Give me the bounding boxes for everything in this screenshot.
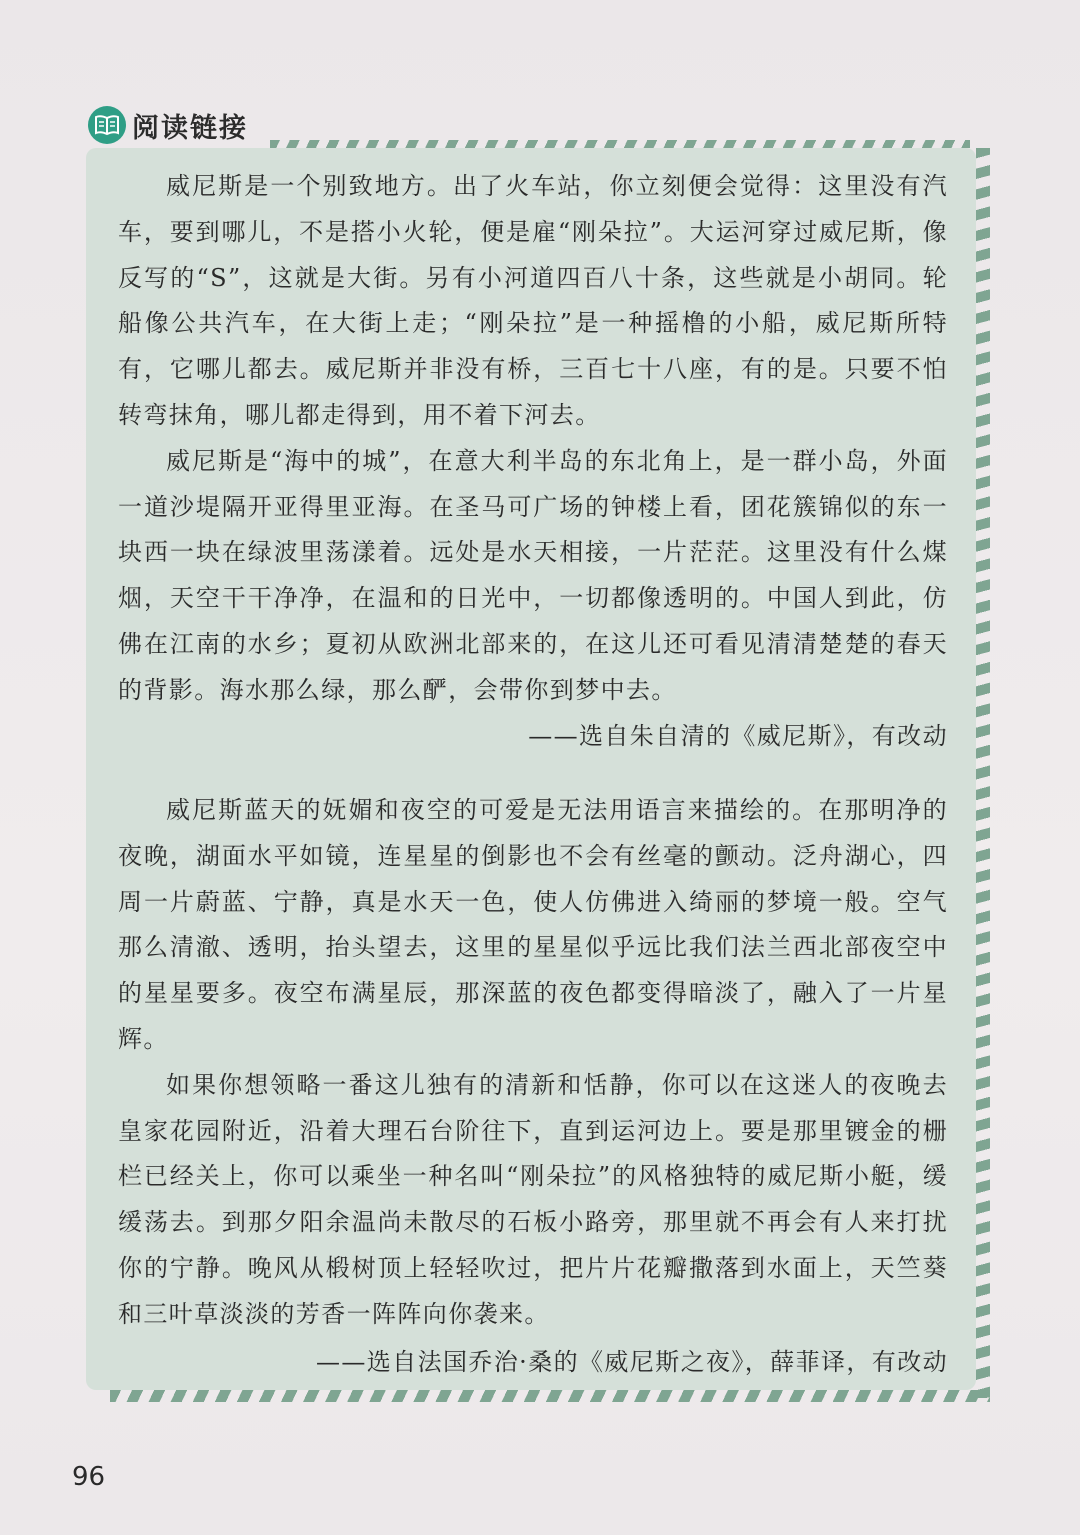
header-divider — [270, 140, 970, 148]
book-icon — [88, 106, 126, 144]
paragraph: 如果你想领略一番这儿独有的清新和恬静，你可以在这迷人的夜晚去皇家花园附近，沿着大理石台阶往下，直到运河边上。要是那里镀金的栅栏已经关上，你可以乘坐一种名叫“刚朵拉”的风格独特的威尼斯小艇，缓缓荡去。到那夕阳余温尚未散尽的石板小路旁，那里就不再会有人来打扰你的宁静。晚风从椴树顶上轻轻吹过，把片片花瓣撒落到水面上，天竺葵和三叶草淡淡的芳香一阵阵向你袭来。 — [118, 1070, 948, 1328]
section-title: 阅读链接 — [132, 112, 248, 144]
panel-stripe-right — [976, 148, 990, 1398]
page-number: 96 — [72, 1462, 106, 1492]
passage-zhu-ziqing — [118, 164, 948, 714]
paragraph: 威尼斯是“海中的城”，在意大利半岛的东北角上，是一群小岛，外面一道沙堤隔开亚得里亚海。在圣马可广场的钟楼上看，团花簇锦似的东一块西一块在绿波里荡漾着。远处是水天相接，一片茫茫。这里没有什么煤烟，天空干干净净，在温和的日光中，一切都像透明的。中国人到此，仿佛在江南的水乡；夏初从欧洲北部来的，在这儿还可看见清清楚楚的春天的背影。海水那么绿，那么酽，会带你到梦中去。 — [118, 446, 948, 704]
section-header — [88, 100, 248, 150]
panel-stripe-bottom — [110, 1390, 990, 1402]
paragraph: 威尼斯蓝天的妩媚和夜空的可爱是无法用语言来描绘的。在那明净的夜晚，湖面水平如镜，连星星的倒影也不会有丝毫的颤动。泛舟湖心，四周一片蔚蓝、宁静，真是水天一色，使人仿佛进入绮丽的梦境一般。空气那么清澈、透明，抬头望去，这里的星星似乎远比我们法兰西北部夜空中的星星要多。夜空布满星辰，那深蓝的夜色都变得暗淡了，融入了一片星辉。 — [118, 796, 948, 1053]
passage-source: ——选自朱自清的《威尼斯》，有改动 — [528, 722, 948, 750]
passage-george-sand — [118, 788, 948, 1338]
paragraph: 威尼斯是一个别致地方。出了火车站，你立刻便会觉得：这里没有汽车，要到哪儿，不是搭小火轮，便是雇“刚朵拉”。大运河穿过威尼斯，像反写的“S”，这就是大街。另有小河道四百八十条，这些就是小胡同。轮船像公共汽车，在大街上走；“刚朵拉”是一种摇橹的小船，威尼斯所特有，它哪儿都去。威尼斯并非没有桥，三百七十八座，有的是。只要不怕转弯抹角，哪儿都走得到，用不着下河去。 — [118, 172, 948, 429]
passage-source: ——选自法国乔治·桑的《威尼斯之夜》，薛菲译，有改动 — [315, 1348, 948, 1376]
